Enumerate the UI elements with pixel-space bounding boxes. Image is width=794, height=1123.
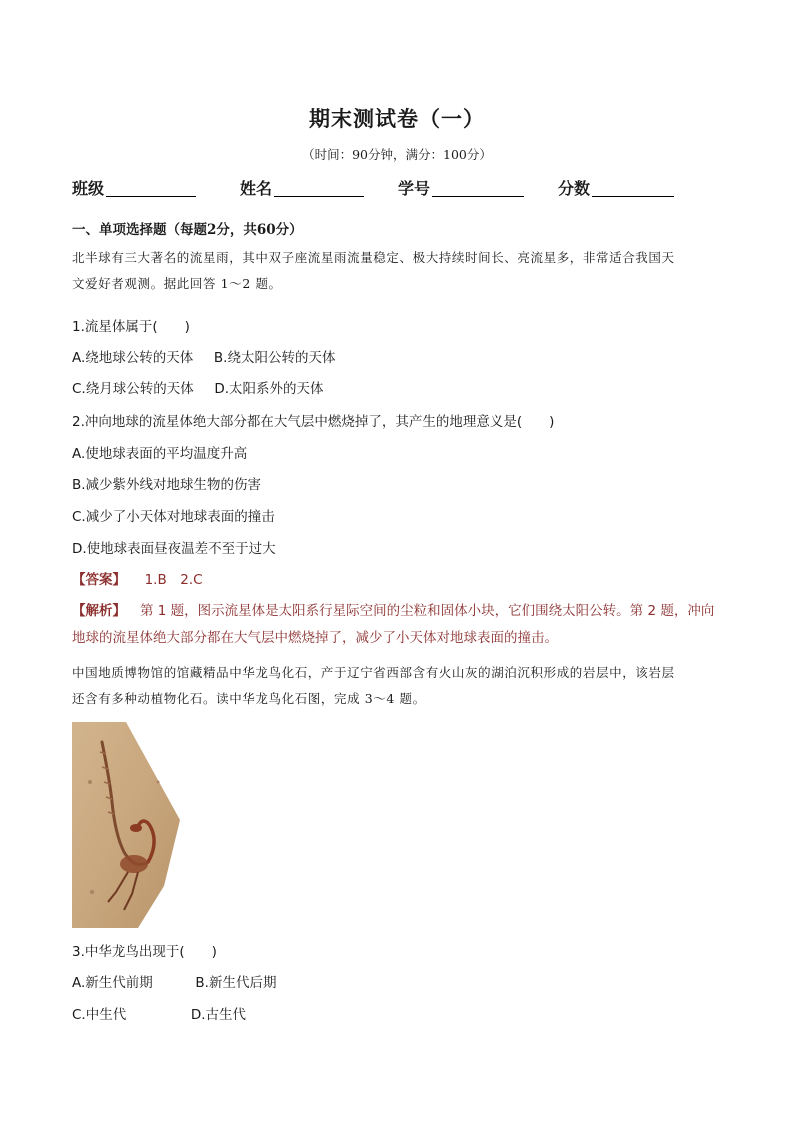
name-blank[interactable]: [274, 176, 364, 197]
question-3-stem: 3.中华龙鸟出现于( ): [72, 944, 217, 960]
passage-meteor-line-2: 文爱好者观测。据此回答 1～2 题。: [72, 276, 282, 291]
q1-option-a[interactable]: A.绕地球公转的天体: [72, 350, 194, 366]
answer-text: 1.B 2.C: [144, 572, 203, 588]
student-id-blank[interactable]: [432, 176, 524, 197]
class-label: 班级: [72, 179, 105, 198]
name-field[interactable]: [240, 176, 364, 199]
student-id-field[interactable]: [398, 176, 524, 199]
analysis-label: 【解析】: [72, 603, 126, 619]
analysis-block: [72, 598, 724, 652]
passage-fossil: [72, 660, 722, 712]
fossil-body: [120, 855, 148, 873]
answer-label: 【答案】: [72, 572, 126, 588]
q1-option-c[interactable]: C.绕月球公转的天体: [72, 381, 194, 397]
class-blank[interactable]: [106, 176, 196, 197]
name-label: 姓名: [240, 179, 273, 198]
page-title: 期末测试卷（一）: [309, 107, 485, 131]
q1-option-d[interactable]: D.太阳系外的天体: [214, 381, 324, 397]
q3-option-c[interactable]: C.中生代: [72, 1007, 127, 1023]
q2-option-c[interactable]: C.减少了小天体对地球表面的撞击: [72, 509, 275, 525]
q2-option-a[interactable]: A.使地球表面的平均温度升高: [72, 446, 248, 462]
passage-meteor: [72, 245, 722, 297]
fossil-head: [130, 824, 142, 832]
q3-option-b[interactable]: B.新生代后期: [195, 975, 277, 991]
exam-subtitle: （时间：90分钟，满分：100分）: [302, 147, 492, 162]
answer-line: [72, 568, 203, 588]
question-2-stem: 2.冲向地球的流星体绝大部分都在大气层中燃烧掉了，其产生的地理意义是( ): [72, 414, 555, 430]
student-info-row: [72, 176, 712, 204]
question-3-options-row-2: [72, 1003, 246, 1023]
section-heading: 一、单项选择题（每题2分，共60分）: [72, 222, 303, 238]
class-field[interactable]: [72, 176, 196, 199]
passage-fossil-line-2: 还含有多种动植物化石。读中华龙鸟化石图，完成 3～4 题。: [72, 691, 426, 706]
passage-meteor-line-1: 北半球有三大著名的流星雨，其中双子座流星雨流量稳定、极大持续时间长、亮流星多，非常适合我国天: [72, 250, 675, 265]
fossil-slab: [72, 722, 180, 928]
q1-option-b[interactable]: B.绕太阳公转的天体: [213, 350, 336, 366]
fossil-image: [72, 722, 180, 928]
question-1-options-row-1: [72, 346, 335, 366]
score-label: 分数: [558, 179, 591, 198]
score-field[interactable]: [558, 176, 674, 199]
score-blank[interactable]: [592, 176, 674, 197]
q2-option-d[interactable]: D.使地球表面昼夜温差不至于过大: [72, 541, 276, 557]
q3-option-a[interactable]: A.新生代前期: [72, 975, 153, 991]
question-1-options-row-2: [72, 377, 324, 397]
student-id-label: 学号: [398, 179, 431, 198]
analysis-text: 第 1 题，图示流星体是太阳系行星际空间的尘粒和固体小块，它们围绕太阳公转。第 2 题，冲向地球的流星体绝大部分都在大气层中燃烧掉了，减少了小天体对地球表面的撞击。: [72, 603, 715, 646]
passage-fossil-line-1: 中国地质博物馆的馆藏精品中华龙鸟化石，产于辽宁省西部含有火山灰的湖泊沉积形成的岩层中，该岩层: [72, 665, 675, 680]
question-1-stem: 1.流星体属于( ): [72, 319, 190, 335]
q3-option-d[interactable]: D.古生代: [190, 1007, 246, 1023]
fossil-photo-icon: [72, 722, 180, 928]
question-3-options-row-1: [72, 971, 276, 991]
q2-option-b[interactable]: B.减少紫外线对地球生物的伤害: [72, 477, 262, 493]
